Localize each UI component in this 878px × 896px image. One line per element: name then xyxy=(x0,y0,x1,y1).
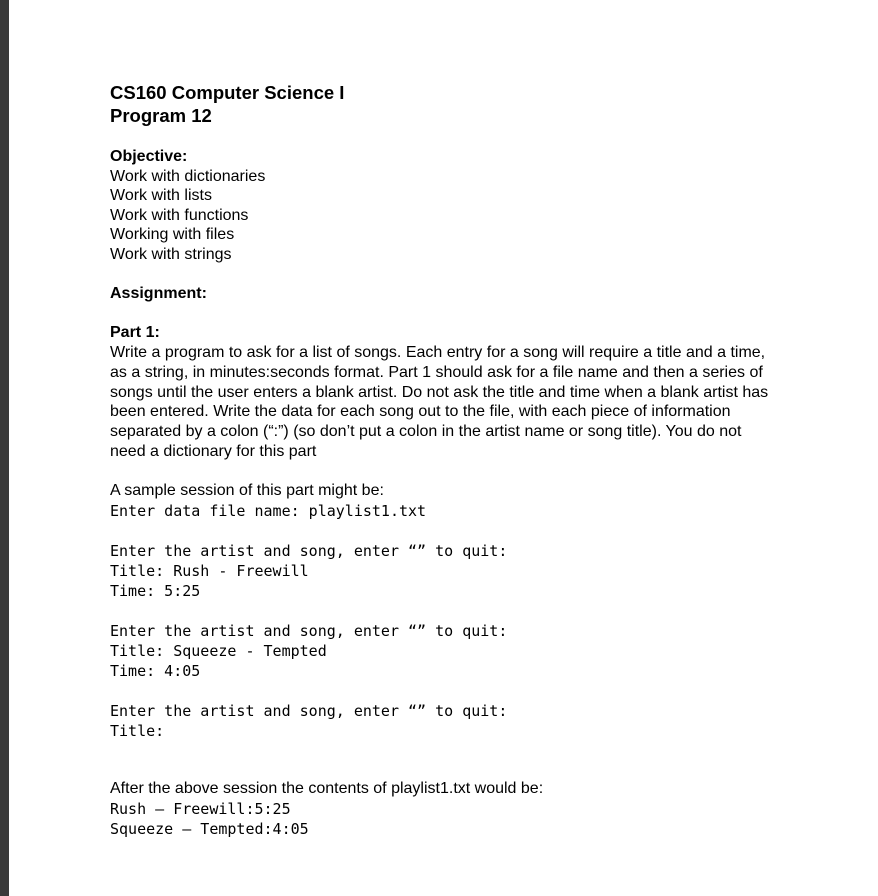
song-prompt: Enter the artist and song, enter “” to quit: xyxy=(110,701,508,720)
file-contents-line: Squeeze – Tempted:4:05 xyxy=(110,819,309,838)
objective-item: Work with lists xyxy=(110,187,212,205)
part1-description: Write a program to ask for a list of songs. Each entry for a song will require a title and a time, as a string, in minutes:seconds format. Part 1 should ask for a file name and then a series of songs until the user enters a blank artist. Do not ask the title and time when a blank artist has been entered. Write the data for each song out to the file, with each piece of information separated by a colon (“:”) (so don’t put a colon in the artist name or song title). You do not need a dictionary for this part xyxy=(110,343,769,460)
sample-session-intro: A sample session of this part might be: xyxy=(110,482,384,500)
song-prompt: Enter the artist and song, enter “” to quit: xyxy=(110,541,508,560)
part1-heading: Part 1: xyxy=(110,324,160,342)
song-title-line: Title: xyxy=(110,721,165,740)
song-title-line: Title: Squeeze - Tempted xyxy=(110,641,327,660)
objective-item: Work with dictionaries xyxy=(110,167,266,185)
song-time-line: Time: 5:25 xyxy=(110,581,201,600)
file-name-prompt: Enter data file name: playlist1.txt xyxy=(110,501,427,520)
file-contents-intro: After the above session the contents of playlist1.txt would be: xyxy=(110,779,544,797)
file-contents-line: Rush – Freewill:5:25 xyxy=(110,799,291,818)
assignment-heading: Assignment: xyxy=(110,285,207,303)
objective-item: Work with strings xyxy=(110,245,232,263)
objective-heading: Objective: xyxy=(110,148,188,165)
program-title: Program 12 xyxy=(110,105,212,126)
objective-item: Work with functions xyxy=(110,206,249,224)
course-title: CS160 Computer Science I xyxy=(110,82,345,103)
viewer-left-edge xyxy=(0,0,9,896)
song-time-line: Time: 4:05 xyxy=(110,661,201,680)
document-page xyxy=(110,81,780,839)
song-title-line: Title: Rush - Freewill xyxy=(110,561,309,580)
objective-item: Working with files xyxy=(110,226,235,244)
song-prompt: Enter the artist and song, enter “” to quit: xyxy=(110,621,508,640)
